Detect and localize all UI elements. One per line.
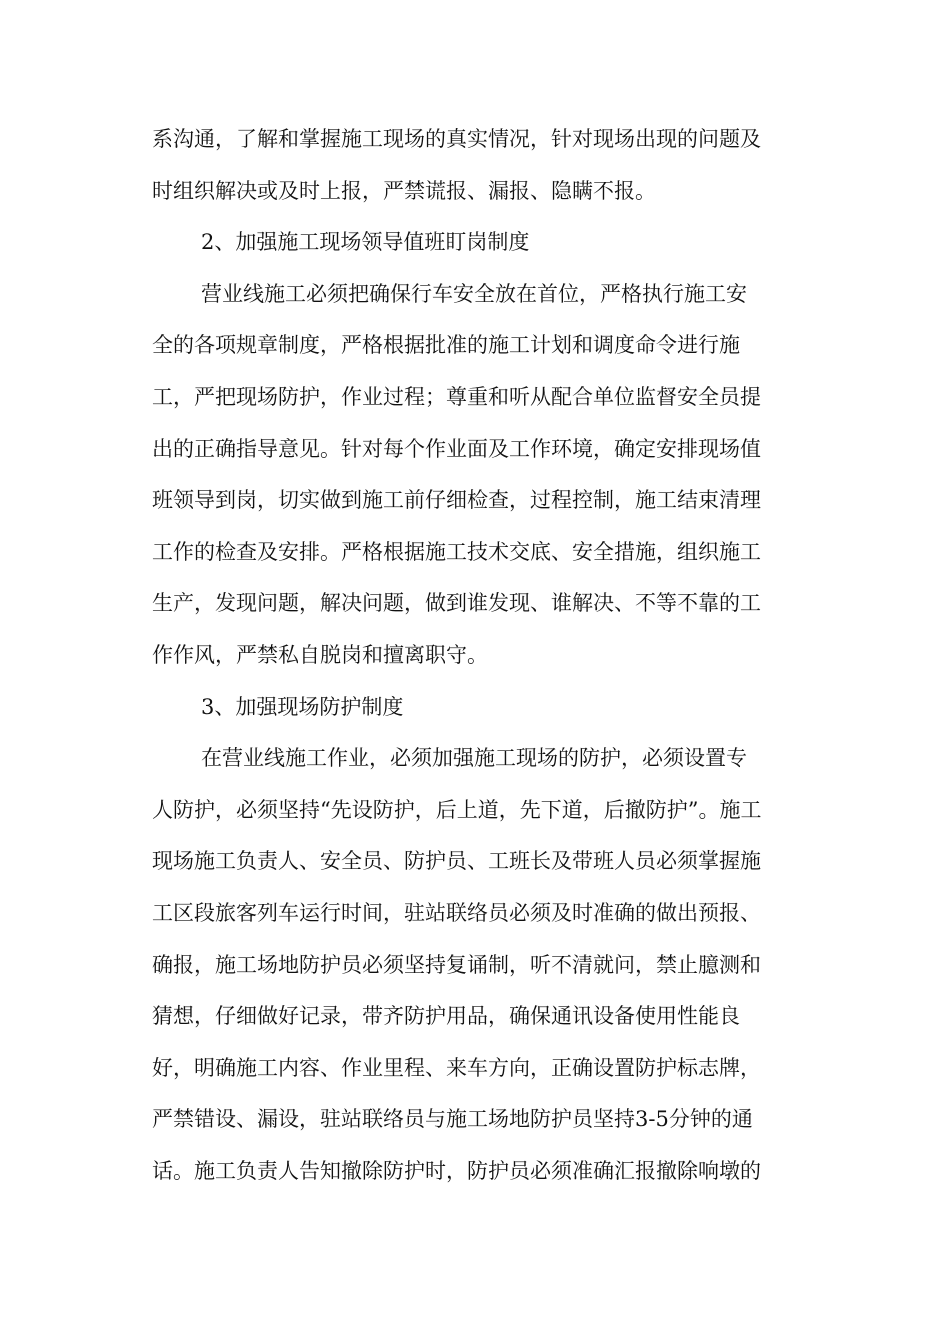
section-heading: 3、加强现场防护制度 (201, 694, 404, 719)
section-heading: 2、加强施工现场领导值班盯岗制度 (201, 230, 530, 255)
document-body (152, 114, 802, 1197)
text-line: 确报，施工场地防护员必须坚持复诵制，听不清就问，禁止臆测和 (152, 952, 761, 977)
text-line: 生产，发现问题，解决问题，做到谁发现、谁解决、不等不靠的工 (152, 591, 761, 616)
text-line: 营业线施工必须把确保行车安全放在首位，严格执行施工安 (201, 281, 747, 306)
text-line: 猜想，仔细做好记录，带齐防护用品，确保通讯设备使用性能良 (152, 1004, 740, 1029)
text-line: 工作的检查及安排。严格根据施工技术交底、安全措施，组织施工 (152, 539, 761, 564)
text-line: 现场施工负责人、安全员、防护员、工班长及带班人员必须掌握施 (152, 849, 761, 874)
text-line: 时组织解决或及时上报，严禁谎报、漏报、隐瞒不报。 (152, 178, 656, 203)
text-line: 人防护，必须坚持“先设防护，后上道，先下道，后撤防护”。施工 (152, 797, 762, 822)
text-line: 话。施工负责人告知撤除防护时，防护员必须准确汇报撤除响墩的 (152, 1158, 761, 1183)
text-line: 工区段旅客列车运行时间，驻站联络员必须及时准确的做出预报、 (152, 900, 761, 925)
text-line: 班领导到岗，切实做到施工前仔细检查，过程控制，施工结束清理 (152, 488, 761, 513)
text-line: 作作风，严禁私自脱岗和擅离职守。 (152, 642, 488, 667)
text-line: 系沟通，了解和掌握施工现场的真实情况，针对现场出现的问题及 (152, 127, 761, 151)
text-line: 在营业线施工作业，必须加强施工现场的防护，必须设置专 (201, 746, 747, 771)
text-line: 好，明确施工内容、作业里程、来车方向，正确设置防护标志牌， (152, 1055, 761, 1080)
text-line: 严禁错设、漏设，驻站联络员与施工场地防护员坚持3-5分钟的通 (152, 1107, 753, 1132)
text-line: 全的各项规章制度，严格根据批准的施工计划和调度命令进行施 (152, 333, 740, 358)
text-line: 工，严把现场防护，作业过程；尊重和听从配合单位监督安全员提 (152, 384, 761, 409)
text-line: 出的正确指导意见。针对每个作业面及工作环境，确定安排现场值 (152, 436, 761, 461)
